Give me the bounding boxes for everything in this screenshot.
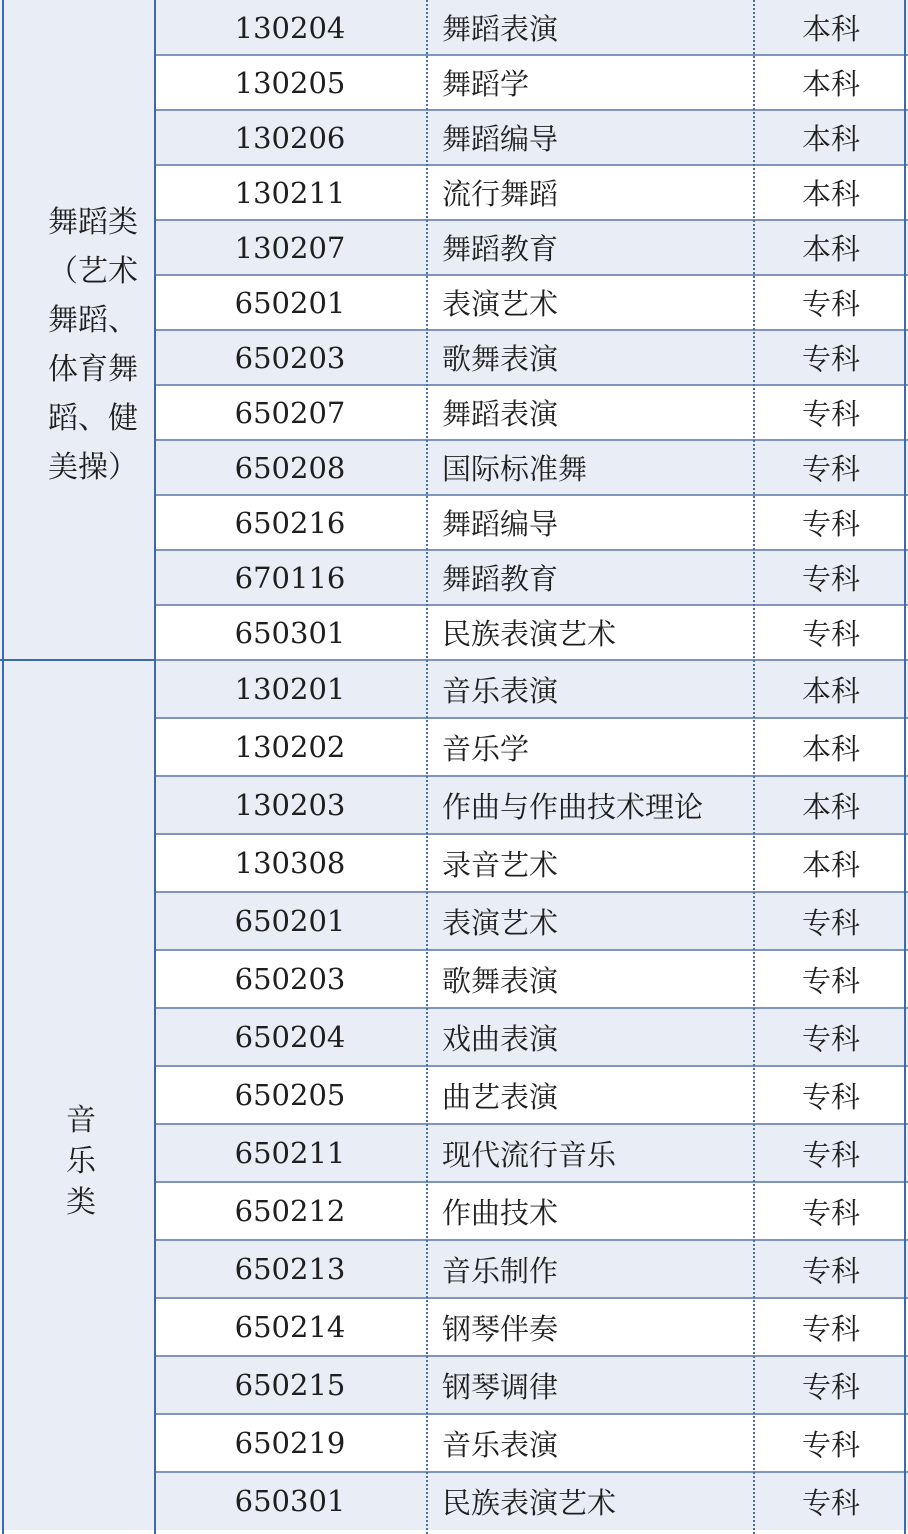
table-row <box>154 1124 908 1182</box>
row-divider <box>154 1471 908 1473</box>
row-divider <box>154 549 908 551</box>
major-code-cell: 130308 <box>234 846 346 880</box>
row-divider <box>154 833 908 835</box>
row-divider <box>154 494 908 496</box>
table-row <box>154 220 908 275</box>
degree-level-cell: 专科 <box>801 905 860 940</box>
major-code-cell: 650201 <box>234 285 346 320</box>
row-divider <box>154 659 908 661</box>
category-label-line: （艺术 <box>48 254 138 289</box>
major-name-cell: 表演艺术 <box>442 905 559 940</box>
row-divider <box>154 604 908 606</box>
category-label <box>48 198 138 492</box>
major-code-cell: 650211 <box>234 1136 346 1170</box>
row-divider <box>154 1413 908 1415</box>
major-name-cell: 舞蹈教育 <box>442 232 559 266</box>
right-border <box>904 0 906 1534</box>
table-row <box>154 0 908 55</box>
major-code-cell: 650208 <box>234 450 346 485</box>
degree-level-cell: 专科 <box>801 1427 860 1462</box>
category-column-border <box>154 0 156 1534</box>
table-row <box>154 385 908 440</box>
row-divider <box>154 164 908 166</box>
table-row <box>154 892 908 950</box>
row-divider <box>154 439 908 441</box>
major-name-cell: 民族表演艺术 <box>442 617 617 651</box>
major-name-cell: 钢琴伴奏 <box>442 1311 559 1346</box>
major-code-cell: 650205 <box>234 1078 346 1112</box>
major-name-cell: 歌舞表演 <box>442 342 559 376</box>
major-code-cell: 650301 <box>234 615 346 650</box>
degree-level-cell: 专科 <box>801 342 860 376</box>
degree-level-cell: 专科 <box>801 1253 860 1288</box>
table-row <box>154 1066 908 1124</box>
table-row <box>154 330 908 385</box>
table-row <box>154 440 908 495</box>
row-divider <box>154 1181 908 1183</box>
major-name-cell: 舞蹈学 <box>442 67 530 101</box>
table-row <box>154 1182 908 1240</box>
table-row <box>154 1298 908 1356</box>
major-name-cell: 音乐制作 <box>442 1253 559 1288</box>
major-code-cell: 650212 <box>234 1194 346 1228</box>
major-code-cell: 650207 <box>234 395 346 430</box>
row-divider <box>154 949 908 951</box>
row-divider <box>154 109 908 111</box>
degree-level-cell: 专科 <box>801 507 860 541</box>
major-code-cell: 130203 <box>234 788 346 822</box>
major-name-cell: 音乐学 <box>442 731 530 766</box>
major-code-cell: 650219 <box>234 1426 346 1460</box>
major-name-cell: 表演艺术 <box>442 287 559 321</box>
degree-level-cell: 专科 <box>801 1311 860 1346</box>
major-code-cell: 130201 <box>234 672 346 706</box>
row-divider <box>154 717 908 719</box>
major-name-cell: 国际标准舞 <box>442 452 588 486</box>
degree-level-cell: 本科 <box>801 12 860 46</box>
table-row <box>154 605 908 660</box>
major-code-cell: 130205 <box>234 65 346 100</box>
category-label-line: 舞蹈、 <box>48 303 138 338</box>
degree-level-cell: 专科 <box>801 963 860 998</box>
major-code-cell: 130204 <box>234 10 346 45</box>
table-row <box>154 1356 908 1414</box>
degree-level-cell: 专科 <box>801 287 860 321</box>
category-label-line: 舞蹈类 <box>48 205 138 240</box>
degree-level-cell: 本科 <box>801 673 860 708</box>
row-divider <box>154 1297 908 1299</box>
row-divider <box>154 1123 908 1125</box>
row-divider <box>154 219 908 221</box>
major-name-cell: 舞蹈表演 <box>442 12 559 46</box>
row-divider <box>154 891 908 893</box>
major-code-cell: 650214 <box>234 1310 346 1344</box>
degree-level-cell: 专科 <box>801 1079 860 1114</box>
row-divider <box>154 329 908 331</box>
table-row <box>154 1472 908 1530</box>
major-name-cell: 现代流行音乐 <box>442 1137 617 1172</box>
table-row <box>154 660 908 718</box>
major-name-cell: 歌舞表演 <box>442 963 559 998</box>
degree-level-cell: 专科 <box>801 1137 860 1172</box>
row-divider <box>154 1007 908 1009</box>
major-code-cell: 650201 <box>234 904 346 938</box>
major-code-cell: 130202 <box>234 730 346 764</box>
major-name-cell: 舞蹈表演 <box>442 397 559 431</box>
major-code-cell: 650301 <box>234 1484 346 1518</box>
table-row <box>154 495 908 550</box>
row-divider <box>154 274 908 276</box>
table-row <box>154 1414 908 1472</box>
major-name-cell: 作曲与作曲技术理论 <box>442 789 704 824</box>
major-code-cell: 650203 <box>234 962 346 996</box>
row-divider <box>154 1355 908 1357</box>
degree-level-cell: 专科 <box>801 562 860 596</box>
degree-level-cell: 本科 <box>801 847 860 882</box>
degree-level-cell: 专科 <box>801 452 860 486</box>
degree-level-cell: 专科 <box>801 617 860 651</box>
major-name-cell: 戏曲表演 <box>442 1021 559 1056</box>
table-row <box>154 550 908 605</box>
table-row <box>154 275 908 330</box>
name-level-divider <box>753 0 755 1534</box>
category-label <box>66 1100 96 1223</box>
major-name-cell: 曲艺表演 <box>442 1079 559 1114</box>
major-name-cell: 钢琴调律 <box>442 1369 559 1404</box>
degree-level-cell: 本科 <box>801 232 860 266</box>
major-name-cell: 流行舞蹈 <box>442 177 559 211</box>
major-code-cell: 650204 <box>234 1020 346 1054</box>
table-row <box>154 776 908 834</box>
major-code-cell: 650216 <box>234 505 346 540</box>
category-label-line: 蹈、健 <box>48 401 138 436</box>
degree-level-cell: 本科 <box>801 789 860 824</box>
major-code-cell: 650203 <box>234 340 346 375</box>
row-divider <box>154 775 908 777</box>
major-name-cell: 民族表演艺术 <box>442 1485 617 1520</box>
degree-level-cell: 本科 <box>801 177 860 211</box>
category-label-line: 类 <box>66 1185 96 1220</box>
category-cell <box>0 660 154 1530</box>
degree-level-cell: 专科 <box>801 397 860 431</box>
left-border <box>2 0 4 1534</box>
degree-level-cell: 专科 <box>801 1195 860 1230</box>
table-row <box>154 55 908 110</box>
category-divider <box>0 659 154 661</box>
category-label-line: 音 <box>66 1103 96 1138</box>
major-code-cell: 130211 <box>234 175 346 210</box>
major-name-cell: 舞蹈编导 <box>442 507 559 541</box>
degree-level-cell: 专科 <box>801 1369 860 1404</box>
row-divider <box>154 1065 908 1067</box>
major-code-cell: 670116 <box>234 560 346 595</box>
row-divider <box>154 1239 908 1241</box>
degree-level-cell: 本科 <box>801 122 860 156</box>
category-label-line: 美操） <box>48 450 138 485</box>
degree-level-cell: 本科 <box>801 731 860 766</box>
table-row <box>154 1008 908 1066</box>
table-row <box>154 834 908 892</box>
table-row <box>154 1240 908 1298</box>
degree-level-cell: 专科 <box>801 1021 860 1056</box>
major-name-cell: 音乐表演 <box>442 1427 559 1462</box>
table-row <box>154 950 908 1008</box>
table-row <box>154 110 908 165</box>
major-code-cell: 130206 <box>234 120 346 155</box>
major-name-cell: 舞蹈教育 <box>442 562 559 596</box>
code-name-divider <box>426 0 428 1534</box>
category-label-line: 乐 <box>66 1144 96 1179</box>
major-name-cell: 舞蹈编导 <box>442 122 559 156</box>
row-divider <box>154 54 908 56</box>
degree-level-cell: 本科 <box>801 67 860 101</box>
row-divider <box>154 384 908 386</box>
major-name-cell: 作曲技术 <box>442 1195 559 1230</box>
category-label-line: 体育舞 <box>48 352 138 387</box>
table-row <box>154 165 908 220</box>
major-name-cell: 录音艺术 <box>442 847 559 882</box>
table-row <box>154 718 908 776</box>
major-code-cell: 650213 <box>234 1252 346 1286</box>
degree-level-cell: 专科 <box>801 1485 860 1520</box>
major-name-cell: 音乐表演 <box>442 673 559 708</box>
major-code-cell: 130207 <box>234 230 346 265</box>
major-code-cell: 650215 <box>234 1368 346 1402</box>
